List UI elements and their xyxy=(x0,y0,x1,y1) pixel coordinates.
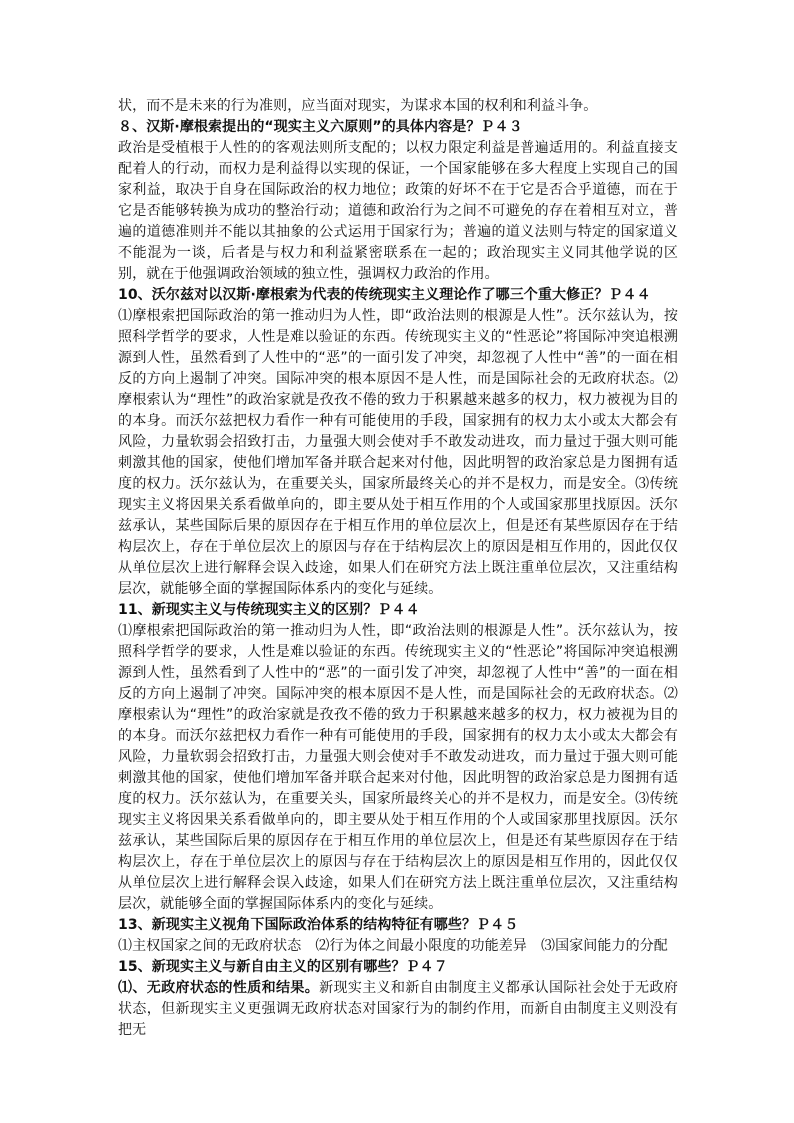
section-8-heading: ８、汉斯·摩根索提出的“现实主义六原则”的具体内容是？Ｐ４３ xyxy=(118,119,523,135)
section-13-body: ⑴主权国家之间的无政府状态 ⑵行为体之间最小限度的功能差异 ⑶国家间能力的分配 xyxy=(118,938,668,954)
section-15-body xyxy=(118,978,678,1041)
section-10-heading: 10、沃尔兹对以汉斯·摩根索为代表的传统现实主义理论作了哪三个重大修正？Ｐ４４ xyxy=(118,287,651,303)
intro-line: 状，而不是未来的行为准则，应当面对现实，为谋求本国的权利和利益斗争。 xyxy=(118,98,598,114)
section-11-body: ⑴摩根索把国际政治的第一推动归为人性，即“政治法则的根源是人性”。沃尔兹认为，按照科学哲学的要求，人性是难以验证的东西。传统现实主义的“性恶论”将国际冲突追根溯源到人性，虽然看到了人性中的“恶”的一面引发了冲突，却忽视了人性中“善”的一面在相反的方向上遏制了冲突。国际冲突的根本原因不是人性，而是国际社会的无政府状态。⑵摩根索认为“理性”的政治家就是孜孜不倦的致力于积累越来越多的权力，权力被视为目的的本身。而沃尔兹把权力看作一种有可能使用的手段，国家拥有的权力太小或太大都会有风险，力量软弱会招致打击，力量强大则会使对手不敢发动进攻，而力量过于强大则可能刺激其他的国家，使他们增加军备并联合起来对付他，因此明智的政治家总是力图拥有适度的权力。沃尔兹认为，在重要关头，国家所最终关心的并不是权力，而是安全。⑶传统现实主义将因果关系看做单向的，即主要从处于相互作用的个人或国家那里找原因。沃尔兹承认，某些国际后果的原因存在于相互作用的单位层次上，但是还有某些原因存在于结构层次上，存在于单位层次上的原因与存在于结构层次上的原因是相互作用的，因此仅仅从单位层次上进行解释会误入歧途，如果人们在研究方法上既注重单位层次，又注重结构层次，就能够全面的掌握国际体系内的变化与延续。 xyxy=(118,623,678,912)
section-8-body: 政治是受植根于人性的的客观法则所支配的；以权力限定利益是普遍适用的。利益直接支配着人的行动，而权力是利益得以实现的保证，一个国家能够在多大程度上实现自己的国家利益，取决于自身在国际政治的权力地位；政策的好坏不在于它是否合乎道德，而在于它是否能够转换为成功的整治行动；道德和政治行为之间不可避免的存在着相互对立，普遍的道德准则并不能以其抽象的公式运用于国家行为；普遍的道义法则与特定的国家道义不能混为一谈，后者是与权力和利益紧密联系在一起的；政治现实主义同其他学说的区别，就在于他强调政治领域的独立性，强调权力政治的作用。 xyxy=(118,140,678,282)
section-10-body: ⑴摩根索把国际政治的第一推动归为人性，即“政治法则的根源是人性”。沃尔兹认为，按照科学哲学的要求，人性是难以验证的东西。传统现实主义的“性恶论”将国际冲突追根溯源到人性，虽然看到了人性中的“恶”的一面引发了冲突，却忽视了人性中“善”的一面在相反的方向上遏制了冲突。国际冲突的根本原因不是人性，而是国际社会的无政府状态。⑵摩根索认为“理性”的政治家就是孜孜不倦的致力于积累越来越多的权力，权力被视为目的的本身。而沃尔兹把权力看作一种有可能使用的手段，国家拥有的权力太小或太大都会有风险，力量软弱会招致打击，力量强大则会使对手不敢发动进攻，而力量过于强大则可能刺激其他的国家，使他们增加军备并联合起来对付他，因此明智的政治家总是力图拥有适度的权力。沃尔兹认为，在重要关头，国家所最终关心的并不是权力，而是安全。⑶传统现实主义将因果关系看做单向的，即主要从处于相互作用的个人或国家那里找原因。沃尔兹承认，某些国际后果的原因存在于相互作用的单位层次上，但是还有某些原因存在于结构层次上，存在于单位层次上的原因与存在于结构层次上的原因是相互作用的，因此仅仅从单位层次上进行解释会误入歧途，如果人们在研究方法上既注重单位层次，又注重结构层次，就能够全面的掌握国际体系内的变化与延续。 xyxy=(118,308,678,597)
document-page xyxy=(118,96,678,1041)
section-15-body-text: 新现实主义和新自由制度主义都承认国际社会处于无政府状态，但新现实主义更强调无政府状态对国家行为的制约作用，而新自由制度主义则没有把无 xyxy=(118,980,678,1038)
section-13-heading: 13、新现实主义视角下国际政治体系的结构特征有哪些？Ｐ４５ xyxy=(118,917,519,933)
section-15-heading: 15、新现实主义与新自由主义的区别有哪些？Ｐ４７ xyxy=(118,959,448,975)
section-11-heading: 11、新现实主义与传统现实主义的区别？Ｐ４４ xyxy=(118,602,420,618)
section-15-body-lead: ⑴、无政府状态的性质和结果。 xyxy=(118,980,320,996)
